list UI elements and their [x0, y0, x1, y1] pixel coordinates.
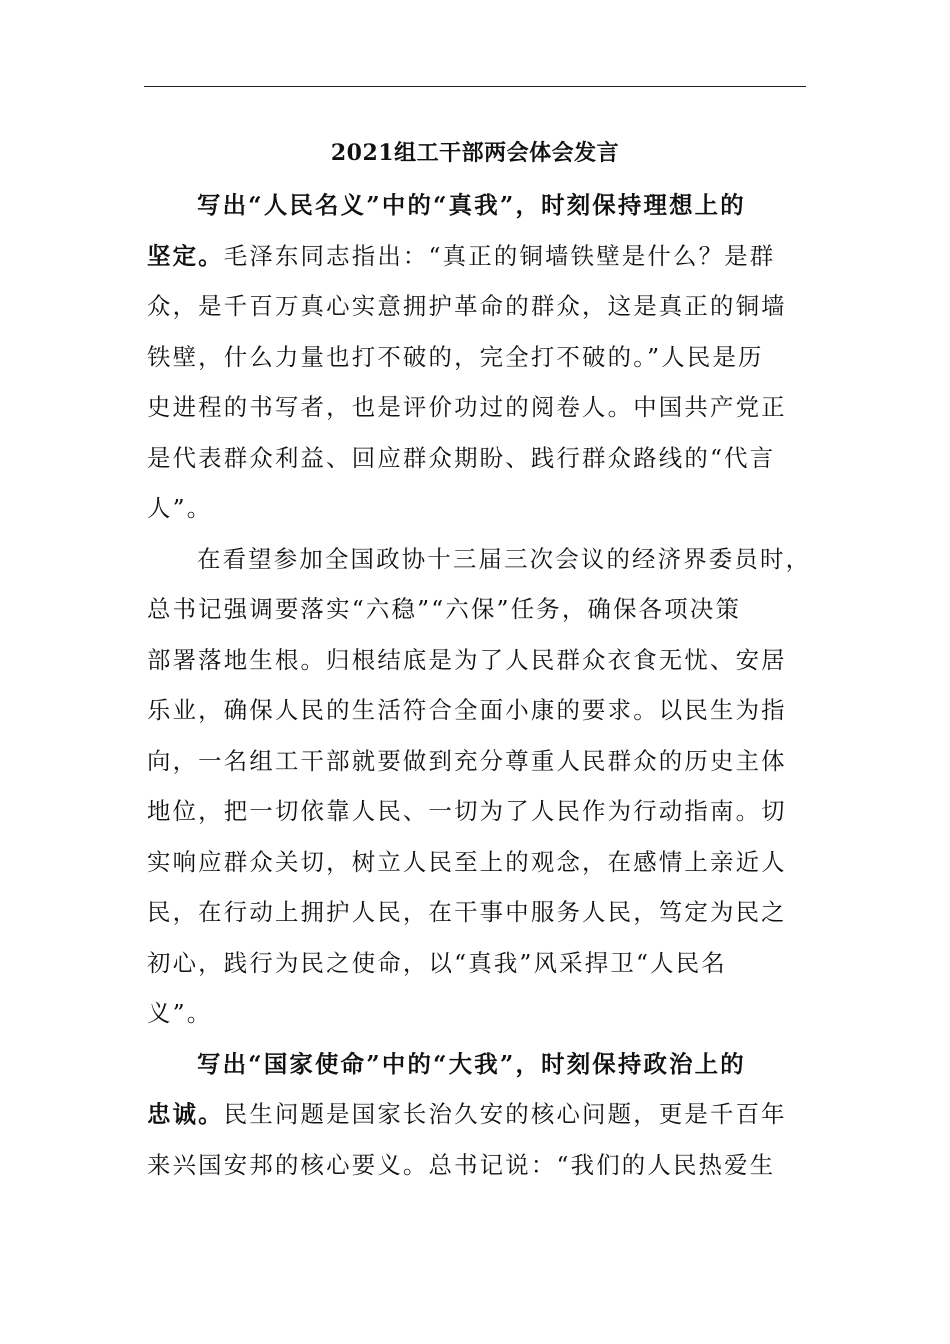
line-text: 实响应群众关切，树立人民至上的观念，在感情上亲近人: [147, 847, 787, 876]
line-text: 部署落地生根。归根结底是为了人民群众衣食无忧、安居: [147, 645, 787, 674]
text-line: [147, 837, 807, 888]
line-text: 总书记强调要落实“六稳”“六保”任务，确保各项决策: [147, 595, 742, 623]
bold-lead-text: 写出“人民名义”中的“真我”，时刻保持理想上的: [197, 191, 746, 219]
line-text: 乐业，确保人民的生活符合全面小康的要求。以民生为指: [147, 696, 787, 724]
line-text: 初心，践行为民之使命，以“真我”风采捍卫“人民名: [147, 948, 727, 977]
line-text: 毛泽东同志指出：“真正的铜墙铁壁是什么？是群: [223, 241, 776, 270]
line-text: 民生问题是国家长治久安的核心问题，更是千百年: [223, 1100, 787, 1128]
text-line: [147, 231, 807, 282]
line-text: 向，一名组工干部就要做到充分尊重人民群众的历史主体: [147, 746, 787, 775]
text-line: [147, 483, 807, 534]
text-line: [147, 433, 807, 484]
text-line: [147, 180, 807, 231]
text-line: [147, 534, 812, 585]
bold-lead-text: 忠诚。: [147, 1100, 224, 1128]
document-body: [147, 180, 812, 1190]
line-text: 来兴国安邦的核心要义。总书记说：“我们的人民热爱生: [147, 1150, 776, 1179]
text-line: [147, 332, 807, 383]
line-text: 在看望参加全国政协十三届三次会议的经济界委员时，: [197, 544, 812, 573]
text-line: [147, 887, 807, 938]
text-line: [147, 635, 807, 686]
text-line: [147, 1089, 807, 1140]
line-text: 铁壁，什么力量也打不破的，完全打不破的。”人民是历: [147, 342, 764, 371]
text-line: [147, 736, 807, 787]
line-text: 地位，把一切依靠人民、一切为了人民作为行动指南。切: [147, 797, 787, 825]
line-text: 民，在行动上拥护人民，在干事中服务人民，笃定为民之: [147, 898, 787, 926]
text-line: [147, 1039, 807, 1090]
text-line: [147, 786, 807, 837]
document-title: 2021组工干部两会体会发言: [330, 140, 620, 166]
text-line: [147, 988, 807, 1039]
text-line: [147, 685, 807, 736]
line-text: 是代表群众利益、回应群众期盼、践行群众路线的“代言: [147, 443, 776, 472]
text-line: [147, 938, 807, 989]
text-line: [147, 281, 807, 332]
line-text: 人”。: [147, 494, 213, 522]
bold-lead-text: 坚定。: [147, 241, 224, 270]
bold-lead-text: 写出“国家使命”中的“大我”，时刻保持政治上的: [197, 1049, 746, 1078]
text-line: [147, 584, 807, 635]
line-text: 众，是千百万真心实意拥护革命的群众，这是真正的铜墙: [147, 292, 787, 320]
header-rule: [144, 86, 806, 87]
line-text: 史进程的书写者，也是评价功过的阅卷人。中国共产党正: [147, 393, 787, 421]
text-line: [147, 382, 807, 433]
line-text: 义”。: [147, 999, 213, 1027]
text-line: [147, 1140, 807, 1191]
